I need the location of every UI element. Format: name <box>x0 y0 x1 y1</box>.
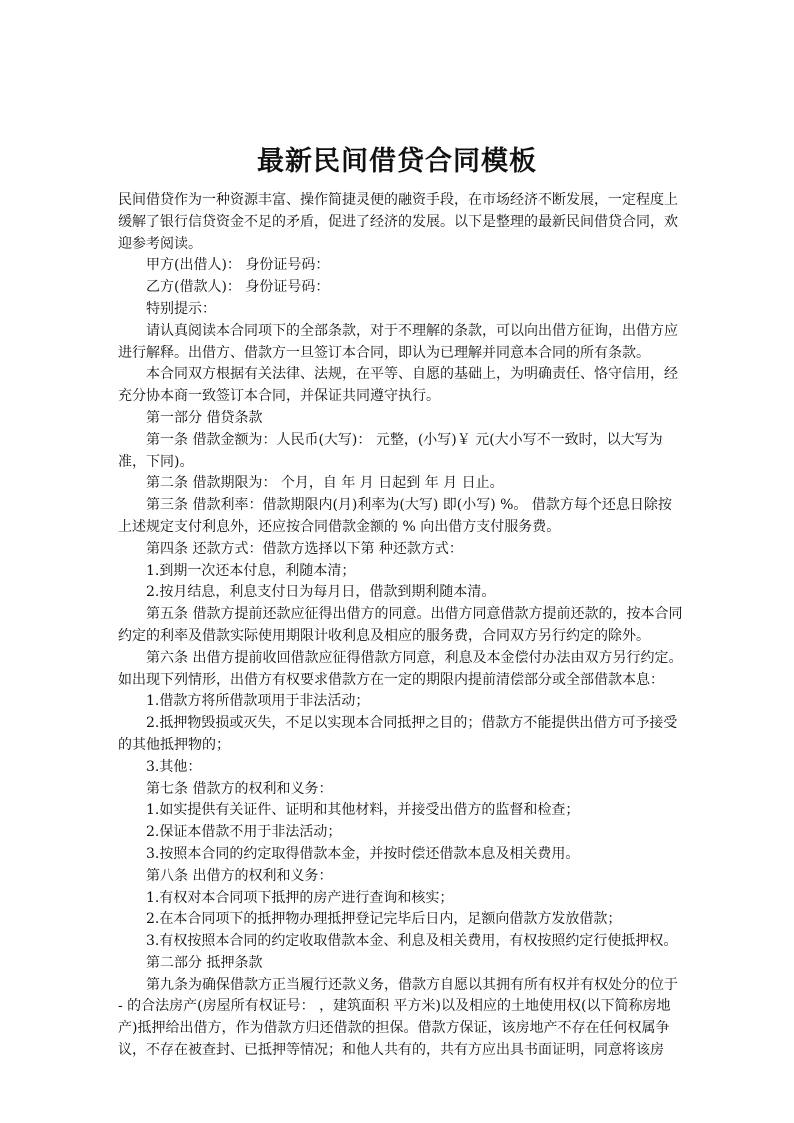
list-item: 1.借款方将所借款项用于非法活动； <box>146 693 370 710</box>
list-item: 1.有权对本合同项下抵押的房产进行查询和核实； <box>146 889 454 906</box>
clause: 第五条 借款方提前还款应征得出借方的同意。出借方同意借款方提前还款的，按本合同约定的利率及借款实际使用期限计收利息及相应的服务费，合同双方另行约定的除外。 <box>118 606 683 644</box>
clause: 第二条 借款期限为： 个月，自 年 月 日起到 年 月 日止。 <box>146 475 504 492</box>
paragraph: 本合同双方根据有关法律、法规，在平等、自愿的基础上，为明确责任、恪守信用，经充分协本商一致签订本合同，并保证共同遵守执行。 <box>118 366 678 405</box>
list-item: 3.按照本合同的约定取得借款本金，并按时偿还借款本息及相关费用。 <box>146 845 580 862</box>
list-item: 1.到期一次还本付息，利随本清； <box>146 562 356 579</box>
clause: 第九条为确保借款方正当履行还款义务，借款方自愿以其拥有所有权并有权处分的位于 - 的合法房产(房屋所有权证号： ，建筑面积 平方米)以及相应的土地使用权(以下简称房地产)抵押给出借方，作为借款方归还借款的担保。借款方保证，该房地产不存在任何权属争议，不存在被查封、已抵押等情况；和他人共有的，共有方应出具书面证明，同意将该房 <box>118 976 678 1059</box>
section-heading: 第二部分 抵押条款 <box>146 954 263 971</box>
list-item: 2.抵押物毁损或灭失，不足以实现本合同抵押之目的；借款方不能提供出借方可予接受的其他抵押物的； <box>118 715 678 753</box>
party-a-line: 甲方(出借人)： 身份证号码： <box>146 257 330 274</box>
intro-paragraph: 民间借贷作为一种资源丰富、操作简捷灵便的融资手段，在市场经济不断发展，一定程度上缓解了银行信贷资金不足的矛盾，促进了经济的发展。以下是整理的最新民间借贷合同，欢迎参考阅读。 <box>118 192 678 252</box>
section-heading: 第一部分 借贷条款 <box>146 409 263 426</box>
document-body <box>118 190 683 1062</box>
list-item: 2.按月结息，利息支付日为每月日，借款到期利随本清。 <box>146 584 496 601</box>
document-title: 最新民间借贷合同模板 <box>257 146 537 178</box>
paragraph: 请认真阅读本合同项下的全部条款，对于不理解的条款，可以向出借方征询，出借方应进行解释。出借方、借款方一旦签订本合同，即认为已理解并同意本合同的所有条款。 <box>118 322 678 361</box>
list-item: 2.保证本借款不用于非法活动； <box>146 824 342 841</box>
special-notice-heading: 特别提示： <box>146 300 216 317</box>
party-b-line: 乙方(借款人)： 身份证号码： <box>146 279 330 296</box>
clause: 第四条 还款方式：借款方选择以下第 种还款方式： <box>146 540 463 557</box>
clause: 第七条 借款方的权利和义务： <box>146 780 333 797</box>
list-item: 3.有权按照本合同的约定收取借款本金、利息及相关费用，有权按照约定行使抵押权。 <box>146 933 678 950</box>
clause: 第三条 借款利率：借款期限内(月)利率为(大写) 即(小写) %。 借款方每个还息日除按上述规定支付利息外，还应按合同借款金额的 % 向出借方支付服务费。 <box>118 497 672 535</box>
list-item: 2.在本合同项下的抵押物办理抵押登记完毕后日内，足额向借款方发放借款； <box>146 911 622 928</box>
clause: 第六条 出借方提前收回借款应征得借款方同意，利息及本金偿付办法由双方另行约定。如出现下列情形，出借方有权要求借款方在一定的期限内提前清偿部分或全部借款本息： <box>118 649 683 688</box>
list-item: 1.如实提供有关证件、证明和其他材料，并接受出借方的监督和检查； <box>146 802 580 819</box>
list-item: 3.其他： <box>146 758 202 775</box>
clause: 第八条 出借方的权利和义务： <box>146 867 333 884</box>
clause: 第一条 借款金额为：人民币(大写)： 元整，(小写)￥ 元(大小写不一致时，以大写为准，下同)。 <box>118 431 663 470</box>
